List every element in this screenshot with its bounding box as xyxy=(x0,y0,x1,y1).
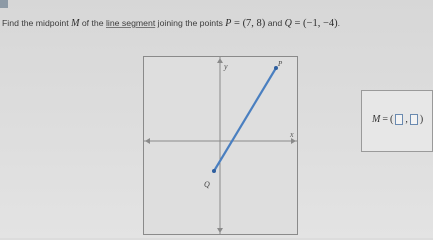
answer-box xyxy=(361,90,433,152)
y-axis-arrow-icon xyxy=(217,58,223,63)
comma: , xyxy=(405,113,408,125)
point-p-coords: (7, 8) xyxy=(242,18,266,29)
segment-pq xyxy=(214,68,276,171)
question-suffix: joining the points xyxy=(155,18,226,28)
answer-variable: M xyxy=(372,113,381,125)
line-segment-link[interactable]: line segment xyxy=(105,18,156,28)
question-prefix: Find the midpoint xyxy=(2,18,72,28)
point-p-label: P xyxy=(278,60,283,68)
point-p-equals: = xyxy=(231,18,243,29)
close-paren: ) xyxy=(419,113,424,125)
x-axis-left-arrow-icon xyxy=(145,138,150,144)
point-q-coords: (−1, −4) xyxy=(303,18,338,29)
question-middle: of the xyxy=(79,18,106,28)
corner-badge xyxy=(0,0,8,8)
point-q-marker xyxy=(212,169,216,173)
open-paren: ( xyxy=(389,113,394,125)
y-axis-down-arrow-icon xyxy=(217,228,223,233)
point-q-equals: = xyxy=(291,18,304,29)
midpoint-variable: M xyxy=(71,18,80,29)
answer-equals: = xyxy=(382,113,388,125)
midpoint-x-input[interactable] xyxy=(395,114,403,125)
midpoint-y-input[interactable] xyxy=(410,114,418,125)
question-text xyxy=(2,18,433,34)
point-p-name: P xyxy=(225,18,232,29)
graph-canvas xyxy=(144,57,297,234)
answer-row xyxy=(372,111,423,127)
x-axis-label: x xyxy=(290,130,294,139)
coordinate-graph[interactable] xyxy=(143,56,298,235)
point-q-name: Q xyxy=(284,18,292,29)
question-end: . xyxy=(337,18,341,28)
y-axis-label: y xyxy=(224,62,228,71)
and-text: and xyxy=(265,18,285,28)
point-q-label: Q xyxy=(204,180,210,189)
